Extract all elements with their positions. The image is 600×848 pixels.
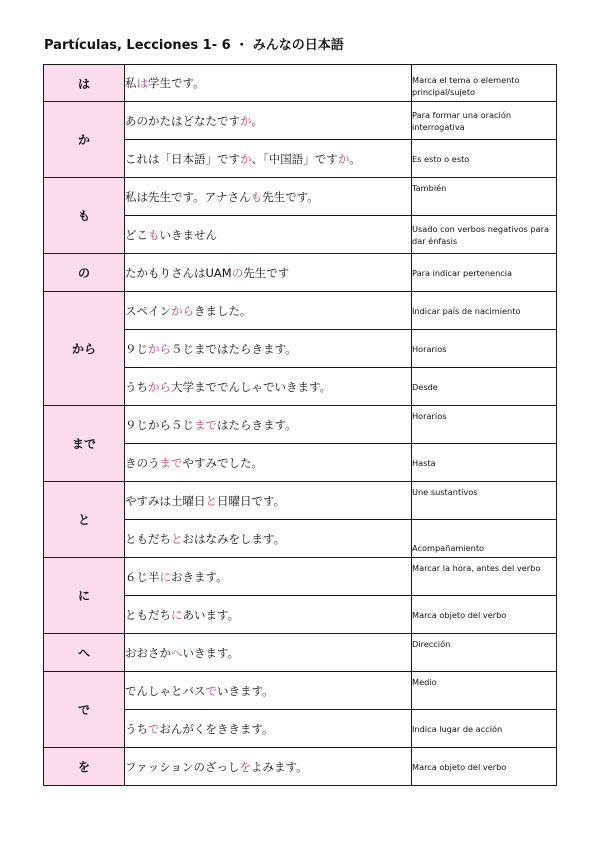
sentence-fragment: 私は先生です。アナさん [125, 189, 251, 204]
sentence-fragment: でんしゃとバス [125, 683, 206, 698]
sentence-fragment: 先生です。 [262, 189, 319, 204]
usage-note: Usado con verbos negativos para dar énfasis [412, 216, 557, 254]
sentence-fragment: ともだち [125, 531, 171, 546]
usage-note: Para formar una oración interrogativa [412, 102, 557, 140]
sentence-fragment: 私 [125, 76, 137, 90]
sentence-fragment: おはなみをします。 [182, 531, 286, 546]
particle-cell: まで [44, 406, 125, 482]
usage-note: Horarios [412, 330, 557, 368]
usage-note: Marca objeto del verbo [412, 596, 557, 634]
highlighted-particle: に [171, 607, 183, 622]
highlighted-particle: も [250, 189, 263, 204]
example-sentence [125, 330, 412, 368]
usage-note: Hasta [412, 444, 557, 482]
sentence-fragment: どこ [125, 227, 148, 242]
example-sentence [125, 216, 412, 254]
usage-note: Dirección [412, 634, 557, 672]
example-sentence [125, 178, 412, 216]
particle-cell: と [44, 482, 125, 558]
highlighted-particle: は [136, 76, 148, 90]
sentence-fragment: ９じから５じ [125, 417, 194, 432]
highlighted-particle: で [205, 683, 217, 698]
table-row [44, 102, 557, 140]
highlighted-particle: まで [194, 417, 217, 432]
table-row [44, 254, 557, 292]
example-sentence [125, 558, 412, 596]
sentence-fragment: きのう [125, 455, 160, 470]
sentence-fragment: うち [125, 721, 148, 736]
sentence-fragment: やすみでした。 [182, 455, 263, 470]
particle-cell: は [44, 65, 125, 102]
table-row [44, 482, 557, 520]
particle-cell: を [44, 748, 125, 786]
sentence-fragment: これは「日本語」です [125, 151, 240, 166]
sentence-fragment: 大学まででんしゃでいきます。 [171, 379, 332, 394]
usage-note: Indicar país de nacimiento [412, 292, 557, 330]
example-sentence [125, 368, 412, 406]
highlighted-particle: まで [159, 455, 183, 470]
example-sentence [125, 672, 412, 710]
particle-cell: か [44, 102, 125, 178]
sentence-fragment: やすみは土曜日 [125, 493, 206, 508]
highlighted-particle: へ [171, 645, 183, 660]
usage-note: Indica lugar de acción [412, 710, 557, 748]
table-row [44, 748, 557, 786]
sentence-fragment: 、「中国語」です [251, 151, 338, 166]
particle-cell: から [44, 292, 125, 406]
sentence-fragment: あいます。 [182, 607, 240, 622]
table-row [44, 558, 557, 596]
sentence-fragment: 学生です。 [148, 76, 205, 90]
sentence-fragment: おきます。 [171, 569, 228, 584]
sentence-fragment: 。 [251, 113, 263, 128]
example-sentence [125, 710, 412, 748]
sentence-fragment: 。 [349, 151, 361, 166]
highlighted-particle: も [148, 227, 160, 242]
example-sentence [125, 634, 412, 672]
table-row [44, 65, 557, 102]
table-row [44, 634, 557, 672]
example-sentence [125, 65, 412, 102]
table-row [44, 406, 557, 444]
sentence-fragment: ファッションのざっし [125, 759, 240, 774]
particle-cell: へ [44, 634, 125, 672]
usage-note: Desde [412, 368, 557, 406]
particle-cell: に [44, 558, 125, 634]
highlighted-particle: か [240, 151, 252, 166]
highlighted-particle: から [148, 379, 171, 394]
usage-note: Marca objeto del verbo [412, 748, 557, 786]
table-row [44, 178, 557, 216]
highlighted-particle: と [205, 493, 217, 508]
example-sentence [125, 748, 412, 786]
usage-note: Marcar la hora, antes del verbo [412, 558, 557, 596]
usage-note: Acompañamiento [412, 520, 557, 558]
highlighted-particle: で [147, 721, 160, 736]
example-sentence [125, 520, 412, 558]
sentence-fragment: いきます。 [182, 645, 240, 660]
highlighted-particle: に [159, 569, 171, 584]
usage-note: Une sustantivos [412, 482, 557, 520]
particle-cell: で [44, 672, 125, 748]
particles-table [43, 64, 557, 786]
sentence-fragment: ともだち [125, 607, 171, 622]
sentence-fragment: あのかたはどなたです [125, 113, 240, 128]
example-sentence [125, 102, 412, 140]
highlighted-particle: から [171, 303, 194, 318]
highlighted-particle: を [239, 759, 252, 774]
sentence-fragment: おんがくをききます。 [159, 721, 274, 736]
sentence-fragment: スペイン [125, 303, 171, 318]
sentence-fragment: いきます。 [217, 683, 274, 698]
example-sentence [125, 292, 412, 330]
example-sentence [125, 254, 412, 292]
usage-note: También [412, 178, 557, 216]
sentence-fragment: はたらきます。 [217, 417, 297, 432]
highlighted-particle: と [171, 531, 183, 546]
sentence-fragment: きました。 [194, 303, 252, 318]
sentence-fragment: 先生です [243, 265, 290, 280]
sentence-fragment: ９じ [125, 341, 148, 356]
usage-note: Horarios [412, 406, 557, 444]
sentence-fragment: 日曜日です。 [217, 493, 286, 508]
particle-cell: の [44, 254, 125, 292]
usage-note: Para indicar pertenencia [412, 254, 557, 292]
usage-note: Es esto o esto [412, 140, 557, 178]
highlighted-particle: の [231, 265, 244, 280]
highlighted-particle: か [337, 151, 350, 166]
example-sentence [125, 406, 412, 444]
highlighted-particle: か [240, 113, 252, 128]
table-row [44, 292, 557, 330]
sentence-fragment: ５じまではたらきます。 [171, 341, 297, 356]
usage-note: Marca el tema o elemento principal/sujeto [412, 65, 557, 102]
example-sentence [125, 596, 412, 634]
sentence-fragment: おおさか [125, 645, 171, 660]
particle-cell: も [44, 178, 125, 254]
sentence-fragment: たかもりさんはUAM [125, 265, 232, 280]
example-sentence [125, 482, 412, 520]
sentence-fragment: よみます。 [251, 759, 308, 774]
page-title: Partículas, Lecciones 1- 6 ・ みんなの日本語 [44, 38, 344, 53]
example-sentence [125, 140, 412, 178]
sentence-fragment: ６じ半 [125, 569, 160, 584]
usage-note: Medio [412, 672, 557, 710]
sentence-fragment: いきません [159, 227, 217, 242]
particles-table-body [44, 65, 557, 786]
highlighted-particle: から [148, 341, 171, 356]
sentence-fragment: うち [125, 379, 148, 394]
example-sentence [125, 444, 412, 482]
table-row [44, 672, 557, 710]
